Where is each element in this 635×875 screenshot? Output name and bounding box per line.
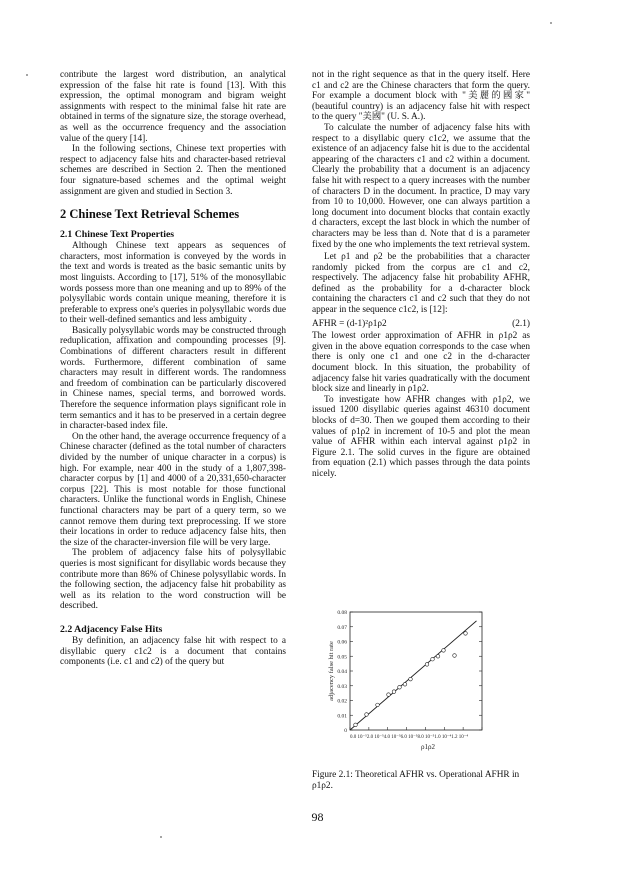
y-tick-label: 0.04 — [337, 669, 347, 675]
scan-speck — [550, 22, 552, 24]
subsection-heading: 2.1 Chinese Text Properties — [60, 229, 175, 241]
y-tick-label: 0.01 — [337, 713, 347, 720]
data-point — [464, 632, 468, 636]
figure — [322, 606, 498, 756]
paragraph: To calculate the number of adjacency false hits with respect to a disyllabic query c1c2, we assume that the existence of an adjacency false hit is due to the accidental appearing of the characters c1 and c2 within a document. Clearly the probability that a document is an adjacency false hit with respect to a query increases with the number of characters D in the document. In practice, D may vary from 10 to 10,000. However, one can always partition a long document into document blocks that contain exactly d characters, except the last block in which the number of characters may be less than d. Note that d is a parameter fixed by the one who implements the text retrieval system. — [312, 122, 530, 250]
data-point — [425, 663, 429, 667]
data-point — [387, 693, 391, 697]
paragraph: In the following sections, Chinese text properties with respect to adjacency false hits and character-based retrieval schemes are described in Section 2. Then the mentioned four signature-based schemes and the optimal weight assignment are given and studied in Section 3. — [60, 144, 286, 197]
paragraph: To investigate how AFHR changes with ρ1ρ2, we issued 1200 disyllabic queries against 46310 document blocks of d=30. Then we gouped them according to their values of ρ1ρ2 in increment of 10-5 and plot the mean value of AFHR within each interval against ρ1ρ2 in Figure 2.1. The solid curves in the figure are obtained from equation (2.1) which passes through the data points nicely. — [312, 394, 530, 479]
data-point — [442, 649, 446, 653]
data-point — [398, 685, 402, 689]
y-tick-label: 0 — [344, 728, 347, 734]
figure-caption: Figure 2.1: Theoretical AFHR vs. Operational AFHR in ρ1ρ2. — [312, 770, 520, 791]
y-tick-label: 0.08 — [337, 610, 347, 616]
paragraph: Basically polysyllabic words may be constructed through reduplication, affixation and compounding processes [9]. Combinations of different characters result in different words. Furthermore, different combination of same characters may result in different words. The randomness and freedom of combination can be particularly discovered in Chinese names, special terms, and borrowed words. Therefore the sequence information plays significant role in term semantics and it has to be preserved in a certain degree in character-based index file. — [60, 325, 286, 432]
y-tick-label: 0.06 — [337, 639, 347, 646]
y-axis-label: adjacency false hit rate — [328, 641, 335, 701]
page-number: 98 — [311, 810, 324, 824]
y-tick-label: 0.03 — [337, 683, 347, 690]
plot-frame — [350, 612, 482, 730]
equation-number: (2.1) — [512, 318, 530, 329]
y-tick-label: 0.05 — [337, 654, 347, 661]
x-tick-labels: 0.0 10⁻⁵2.0 10⁻⁵4.0 10⁻⁵6.0 10⁻⁵8.0 10⁻⁵1.0 10⁻⁴1.2 10⁻⁴ — [350, 735, 469, 740]
data-point — [376, 703, 380, 707]
data-point — [365, 713, 369, 717]
theoretical-line — [350, 621, 477, 730]
paragraph: On the other hand, the average occurrence frequency of a Chinese character (defined as the total number of characters divided by the number of unique character in a corpus) is high. For example, near 400 in the study of a 1,807,398-character corpus by [1] and 4000 of a 20,331,650-character corpus [22]. This is most notable for those functional characters. Unlike the functional words in English, Chinese functional characters may be part of a query term, so we cannot remove them during text preprocessing. If we store their locations in order to reduce adjacency false hits, then the size of the character-inversion file will be very large. — [60, 431, 286, 548]
right-column — [312, 70, 530, 480]
section-heading: 2 Chinese Text Retrieval Schemes — [60, 207, 240, 222]
equation-text: AFHR = (d-1)²ρ1ρ2 — [312, 318, 387, 329]
paragraph: The problem of adjacency false hits of polysyllabic queries is most significant for disyllabic words because they contribute more than 86% of Chinese polysyllabic words. In the following section, the adjacency false hit probability as well as its relation to the word construction will be described. — [60, 548, 286, 612]
data-point — [453, 654, 457, 658]
scatter-chart — [322, 606, 498, 756]
left-column — [60, 70, 286, 668]
data-point — [436, 654, 440, 658]
y-tick-label: 0.07 — [337, 624, 347, 631]
data-point — [403, 682, 407, 686]
equation — [312, 319, 530, 330]
x-axis-label: ρ1ρ2 — [421, 743, 435, 751]
paragraph: The lowest order approximation of AFHR in ρ1ρ2 as given in the above equation corresponds to the case when there is only one c1 and one c2 in the d-character document block. In this situation, the probability of adjacency false hit varies quadratically with the document block size and linearly in ρ1ρ2. — [312, 331, 530, 395]
paragraph: contribute the largest word distribution, an analytical expression of the false hit rate is found [13]. With this expression, the optimal monogram and bigram weight assignments with respect to the minimal false hit rate are obtained in terms of the signature size, the storage overhead, as well as the occurrence frequency and the association value of the query [14]. — [60, 70, 286, 144]
data-point — [409, 677, 413, 681]
paragraph: By definition, an adjacency false hit with respect to a disyllabic query c1c2 is a document that contains components (i.e. c1 and c2) of the query but — [60, 635, 286, 668]
data-point — [354, 723, 358, 727]
scan-speck — [26, 74, 28, 76]
scan-speck — [160, 836, 162, 838]
paragraph: Although Chinese text appears as sequences of characters, most information is conveyed by the words in the text and words is treated as the basic semantic units by most linguists. According to [17], 51% of the monosyllabic words possess more than one meaning and up to 89% of the polysyllabic words contain unique meaning, therefore it is preferable to express one's queries in polysyllabic words due to their well-defined semantics and less ambiguity . — [60, 241, 286, 326]
data-point — [392, 690, 396, 694]
y-tick-label: 0.02 — [337, 698, 347, 705]
paragraph: not in the right sequence as that in the query itself. Here c1 and c2 are the Chinese characters that form the query. For example a document block with "美麗的國家" (beautiful country) is an adjacency false hit with respect to the query "美國" (U. S. A.). — [312, 70, 530, 123]
subsection-heading: 2.2 Adjacency False Hits — [60, 623, 163, 635]
paragraph: Let ρ1 and ρ2 be the probabilities that a character randomly picked from the corpus are c1 and c2, respectively. The adjacency false hit probability AFHR, defined as the probability for a d-character block containing the characters c1 and c2 such that they do not appear in the sequence c1c2, is [12]: — [312, 252, 530, 316]
data-point — [431, 657, 435, 661]
